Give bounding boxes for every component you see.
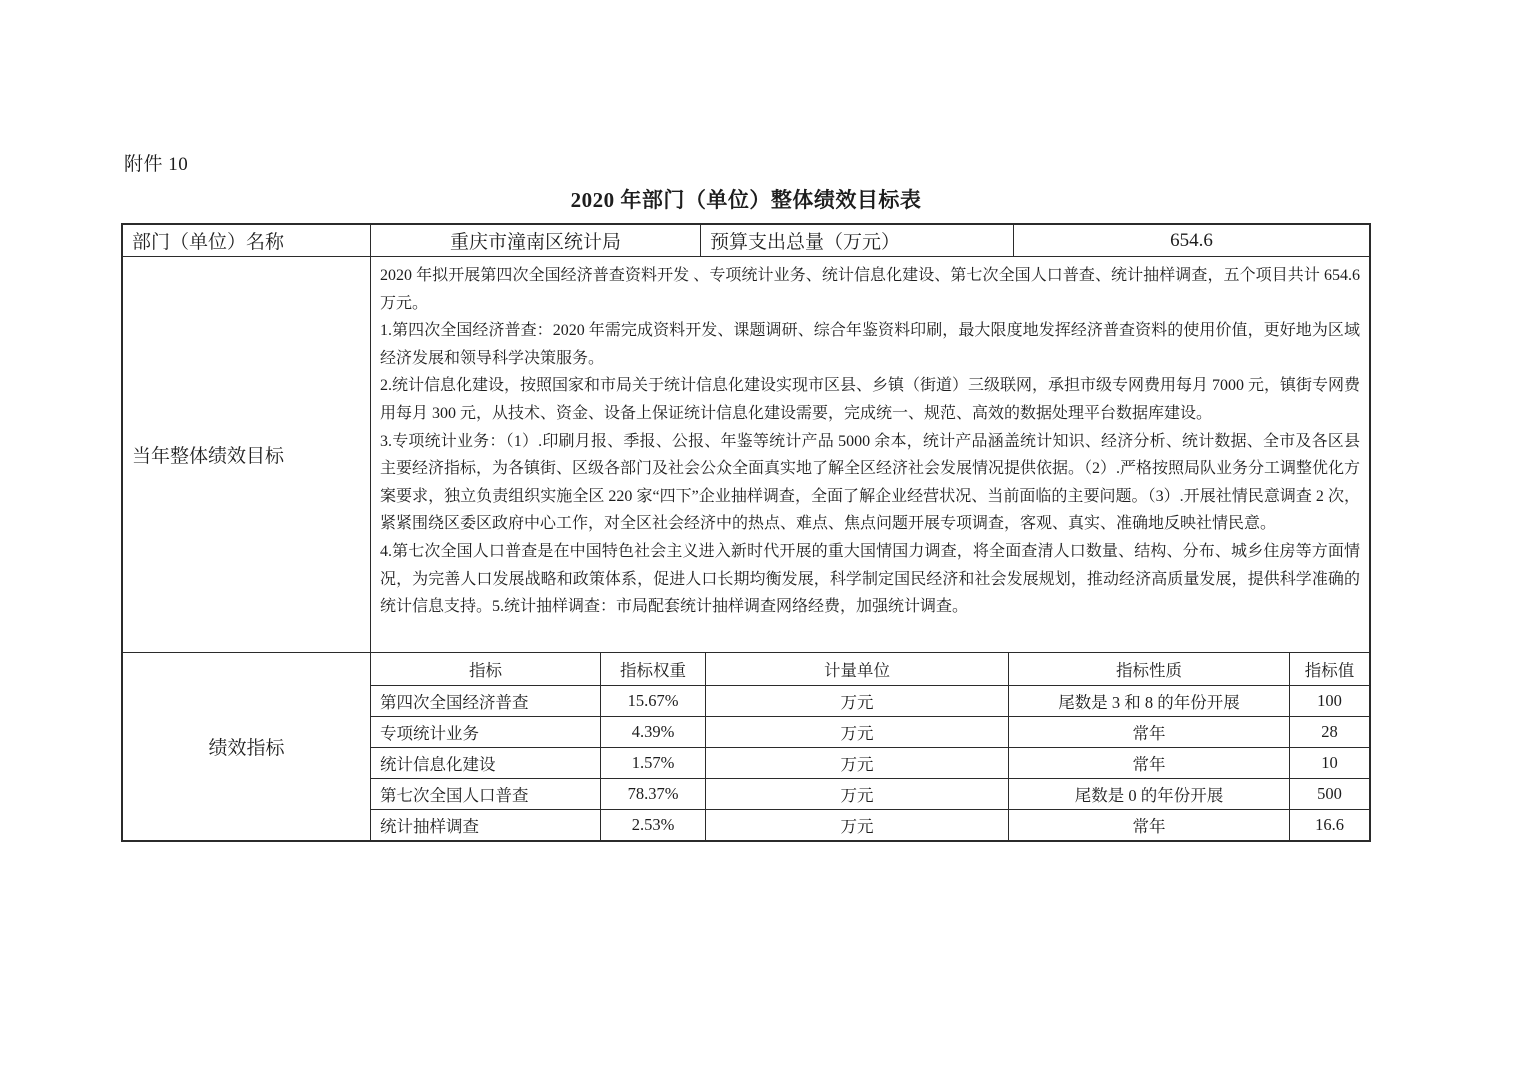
indicator-cell: 统计抽样调查 [371, 810, 601, 840]
indicator-cell: 万元 [706, 779, 1009, 810]
indicator-cell: 2.53% [601, 810, 706, 840]
dept-name-value: 重庆市潼南区统计局 [371, 225, 701, 256]
indicator-cell: 尾数是 0 的年份开展 [1009, 779, 1290, 810]
goals-paragraph: 3.专项统计业务：（1）.印刷月报、季报、公报、年鉴等统计产品 5000 余本，统计产品涵盖统计知识、经济分析、统计数据、全市及各区县主要经济指标，为各镇街、区级各部门及社会公众全面真实地了解全区经济社会发展情况提供依据。（2）.严格按照局队业务分工调整优化方案要求，独立负责组织实施全区 220 家“四下”企业抽样调查，全面了解企业经营状况、当前面临的主要问题。（3）.开展社情民意调查 2 次，紧紧围绕区委区政府中心工作，对全区社会经济中的热点、难点、焦点问题开展专项调查，客观、真实、准确地反映社情民意。 [380, 432, 1361, 533]
page-title: 2020 年部门（单位）整体绩效目标表 [570, 188, 922, 212]
budget-value: 654.6 [1170, 229, 1213, 251]
info-row [123, 225, 1369, 257]
indicator-cell: 16.6 [1315, 815, 1344, 834]
goals-text [371, 257, 1369, 652]
indicator-cell: 专项统计业务 [371, 717, 601, 748]
goals-row [123, 257, 1369, 653]
indicator-cell: 28 [1290, 717, 1369, 748]
indicator-cell: 常年 [1009, 748, 1290, 779]
indicator-cell: 万元 [706, 748, 1009, 779]
indicator-cell: 第四次全国经济普查 [371, 686, 601, 717]
indicator-cell: 4.39% [601, 717, 706, 748]
indicator-cell: 常年 [1009, 810, 1290, 840]
goals-label: 当年整体绩效目标 [123, 257, 371, 652]
indicator-cell: 第七次全国人口普查 [371, 779, 601, 810]
indicators-table [371, 653, 1369, 840]
indicator-cell: 统计信息化建设 [371, 748, 601, 779]
indicators-label: 绩效指标 [123, 653, 371, 840]
indicator-col-header: 指标权重 [601, 653, 706, 686]
indicator-cell: 10 [1290, 748, 1369, 779]
goals-paragraph: 1.第四次全国经济普查：2020 年需完成资料开发、课题调研、综合年鉴资料印刷，最大限度地发挥经济普查资料的使用价值，更好地为区域经济发展和领导科学决策服务。 [380, 322, 1360, 367]
budget-label: 预算支出总量（万元） [701, 225, 1014, 256]
indicator-col-header: 计量单位 [706, 653, 1009, 686]
goals-paragraph: 4.第七次全国人口普查是在中国特色社会主义进入新时代开展的重大国情国力调查，将全面查清人口数量、结构、分布、城乡住房等方面情况，为完善人口发展战略和政策体系，促进人口长期均衡发展，科学制定国民经济和社会发展规划，推动经济高质量发展，提供科学准确的统计信息支持。5.统计抽样调查：市局配套统计抽样调查网络经费，加强统计调查。 [380, 542, 1360, 616]
goals-paragraph: 2020 年拟开展第四次全国经济普查资料开发 、专项统计业务、统计信息化建设、第七次全国人口普查、统计抽样调查，五个项目共计 654.6 万元。 [380, 267, 1360, 312]
indicator-col-header: 指标值 [1290, 653, 1369, 686]
indicators-row [123, 653, 1369, 840]
indicator-cell: 78.37% [601, 779, 706, 810]
indicator-cell: 常年 [1009, 717, 1290, 748]
indicator-cell: 万元 [706, 810, 1009, 840]
indicator-cell: 万元 [706, 686, 1009, 717]
performance-target-table [121, 223, 1371, 842]
indicator-cell: 尾数是 3 和 8 的年份开展 [1009, 686, 1290, 717]
indicator-col-header: 指标性质 [1009, 653, 1290, 686]
goals-paragraph: 2.统计信息化建设，按照国家和市局关于统计信息化建设实现市区县、乡镇（街道）三级联网，承担市级专网费用每月 7000 元，镇街专网费用每月 300 元，从技术、资金、设备上保证统计信息化建设需要，完成统一、规范、高效的数据处理平台数据库建设。 [380, 377, 1361, 422]
indicator-cell: 万元 [706, 717, 1009, 748]
indicator-cell: 500 [1290, 779, 1369, 810]
indicator-col-header: 指标 [371, 653, 601, 686]
indicator-cell: 100 [1290, 686, 1369, 717]
indicator-cell: 15.67% [601, 686, 706, 717]
indicator-cell: 1.57% [601, 748, 706, 779]
dept-name-label: 部门（单位）名称 [123, 225, 371, 256]
attachment-label: 附件 10 [124, 154, 189, 175]
